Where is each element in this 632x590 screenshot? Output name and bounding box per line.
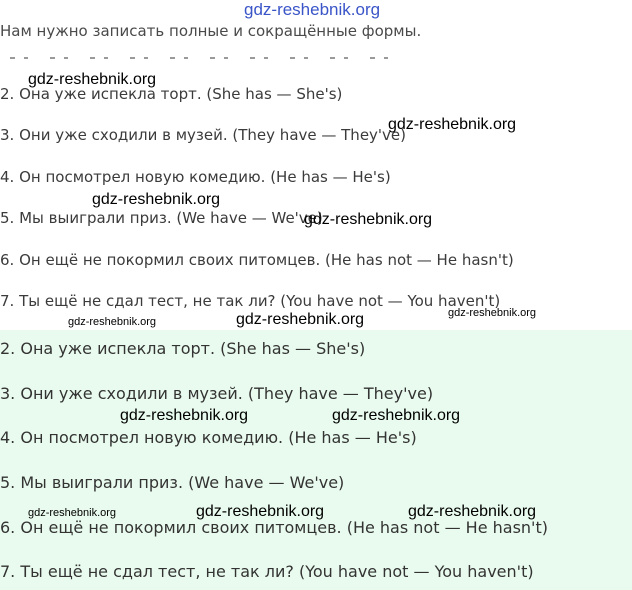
watermark: gdz-reshebnik.org bbox=[120, 407, 249, 424]
watermark-header: gdz-reshebnik.org bbox=[244, 0, 381, 19]
intro-text: Нам нужно записать полные и сокращённые формы. bbox=[0, 22, 422, 40]
answer-line: 6. Он ещё не покормил своих питомцев. (He has not — He hasn't) bbox=[0, 518, 548, 537]
answer-line: 4. Он посмотрел новую комедию. (He has — He's) bbox=[0, 168, 391, 186]
watermark: gdz-reshebnik.org bbox=[196, 503, 325, 520]
watermark: gdz-reshebnik.org bbox=[332, 407, 461, 424]
answer-line: 7. Ты ещё не сдал тест, не так ли? (You have not — You haven't) bbox=[0, 292, 501, 310]
answer-line: 7. Ты ещё не сдал тест, не так ли? (You have not — You haven't) bbox=[0, 562, 534, 581]
watermark: gdz-reshebnik.org bbox=[68, 316, 157, 328]
answer-line: 5. Мы выиграли приз. (We have — We've) bbox=[0, 209, 323, 227]
answer-line: 6. Он ещё не покормил своих питомцев. (He has not — He hasn't) bbox=[0, 251, 514, 269]
watermark: gdz-reshebnik.org bbox=[388, 116, 517, 133]
answer-line: 2. Она уже испекла торт. (She has — She's) bbox=[0, 85, 343, 103]
answer-line: 5. Мы выиграли приз. (We have — We've) bbox=[0, 473, 345, 492]
watermark: gdz-reshebnik.org bbox=[28, 507, 117, 519]
highlighted-answer-section bbox=[0, 330, 632, 590]
answer-line: 4. Он посмотрел новую комедию. (He has — He's) bbox=[0, 428, 417, 447]
watermark: gdz-reshebnik.org bbox=[408, 503, 537, 520]
answer-line: 3. Они уже сходили в музей. (They have — They've) bbox=[0, 126, 407, 144]
cropped-line bbox=[10, 56, 410, 60]
watermark: gdz-reshebnik.org bbox=[92, 191, 221, 208]
watermark: gdz-reshebnik.org bbox=[304, 211, 433, 228]
answer-line: 2. Она уже испекла торт. (She has — She's) bbox=[0, 339, 366, 358]
watermark: gdz-reshebnik.org bbox=[28, 71, 157, 88]
watermark: gdz-reshebnik.org bbox=[448, 307, 537, 319]
answer-line: 3. Они уже сходили в музей. (They have — They've) bbox=[0, 384, 434, 403]
watermark: gdz-reshebnik.org bbox=[236, 311, 365, 328]
